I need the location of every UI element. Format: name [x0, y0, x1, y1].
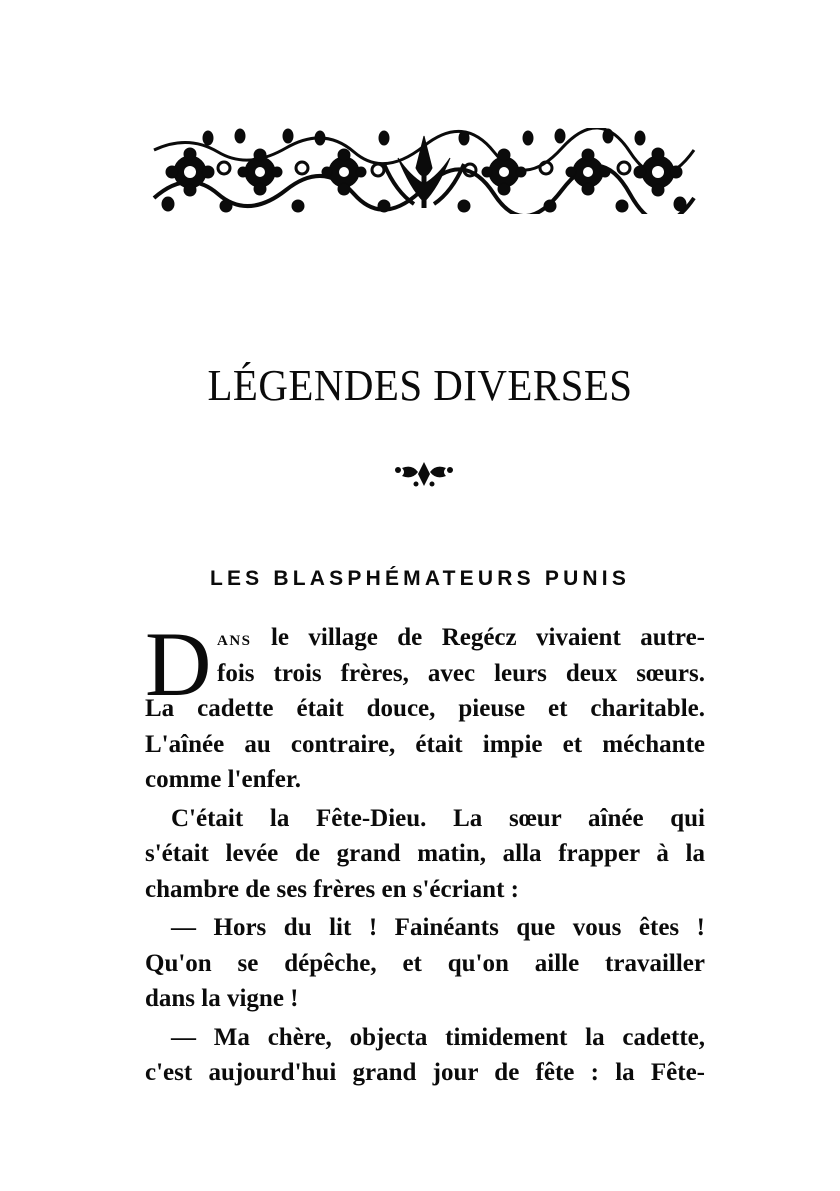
floral-headband-ornament	[148, 128, 700, 214]
line-text: le village de Regécz vivaient autre-	[251, 624, 705, 651]
body-text	[145, 613, 705, 1091]
paragraph	[145, 613, 705, 798]
section-title: LES BLASPHÉMATEURS PUNIS	[209, 567, 631, 590]
text-line: chambre de ses frères en s'écriant :	[145, 875, 519, 903]
text-line: fois trois frères, avec leurs deux sœurs.	[217, 659, 705, 687]
text-line	[217, 620, 705, 656]
paragraph	[145, 910, 705, 1017]
text-line: comme l'enfer.	[145, 766, 301, 793]
text-line: Qu'on se dépêche, et qu'on aille travailler	[145, 949, 705, 977]
text-line: dans la vigne !	[145, 985, 299, 1012]
lead-in: ans	[217, 625, 252, 650]
text-line: c'est aujourd'hui grand jour de fête : la Fête-	[145, 1059, 705, 1086]
text-line: — Hors du lit ! Fainéants que vous êtes !	[171, 914, 705, 941]
drop-cap: D	[145, 613, 212, 715]
text-line: La cadette était douce, pieuse et charitable.	[145, 695, 705, 722]
paragraph	[145, 801, 705, 908]
text-line: C'était la Fête-Dieu. La sœur aînée qui	[171, 804, 705, 832]
text-line: s'était levée de grand matin, alla frapper à la	[145, 840, 705, 867]
text-line: — Ma chère, objecta timidement la cadette,	[171, 1023, 705, 1051]
page-title: LÉGENDES DIVERSES	[207, 361, 633, 410]
fleuron-ornament	[394, 456, 454, 490]
paragraph	[145, 1020, 705, 1091]
text-line: L'aînée au contraire, était impie et méchante	[145, 730, 705, 758]
